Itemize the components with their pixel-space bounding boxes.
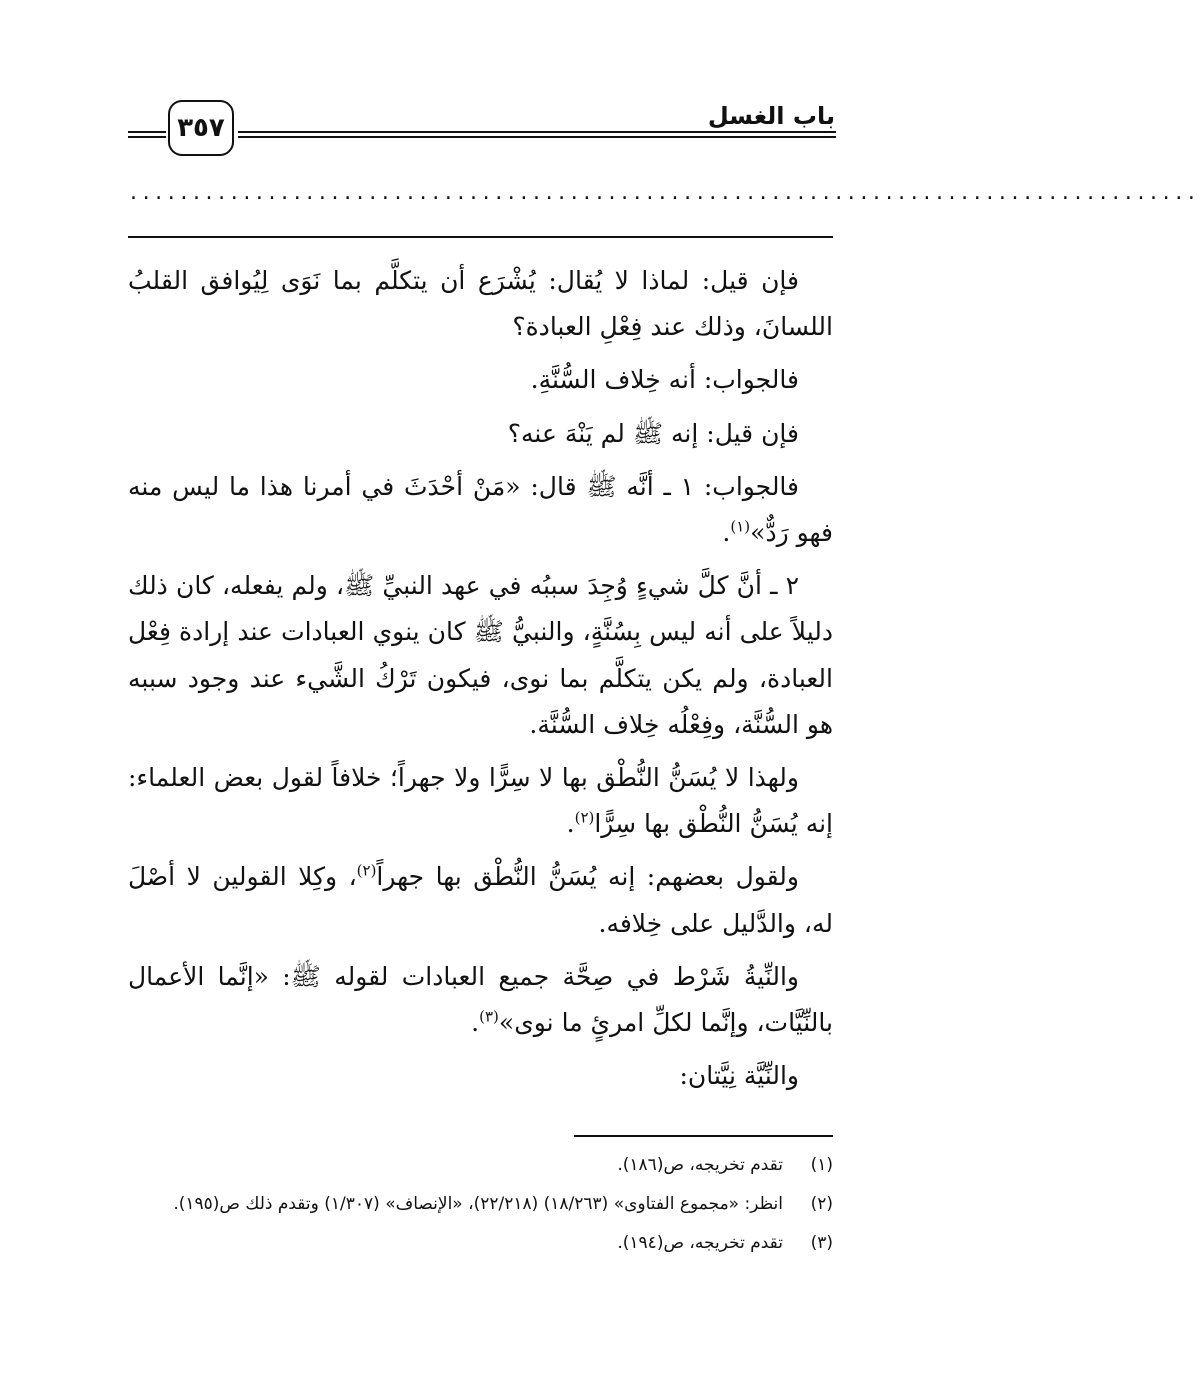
footnote-text: تقدم تخريجه، ص(١٨٦). <box>617 1155 783 1175</box>
paragraph-8: والنِّيةُ شَرْط في صِحَّة جميع العبادات لقوله ﷺ: «إنَّما الأعمال بالنِّيَّات، وإنَّما لكلِّ امرئٍ ما نوى»$^{(٣)}$. <box>128 961 833 1038</box>
footnote-2 <box>128 1189 833 1219</box>
footnote-number: (١) <box>810 1155 833 1175</box>
footnote-1 <box>128 1150 833 1180</box>
running-head: باب الغسل <box>707 102 835 130</box>
paragraph-9: والنِّيَّة نِيَّتان: <box>679 1061 799 1091</box>
page-number: ٣٥٧ <box>177 113 225 143</box>
paragraph-5: ٢ ـ أنَّ كلَّ شيءٍ وُجِدَ سببُه في عهد النبيِّ ﷺ، ولم يفعله، كان ذلك دليلاً على أنه ليس بِسُنَّةٍ، والنبيُّ ﷺ كان ينوي العبادات عند إرادة فِعْل العبادة، ولم يكن يتكلَّم بما نوى، فيكون تَرْكُ الشَّيء عند وجود سببه هو السُّنَّة، وفِعْلُه خِلاف السُّنَّة. <box>128 571 833 739</box>
header-rule-left <box>128 131 166 133</box>
footnote-ref-3[interactable]: (٣) <box>479 1007 499 1026</box>
footnote-number: (٢) <box>810 1194 833 1214</box>
paragraph-2: فالجواب: أنه خِلاف السُّنَّةِ. <box>530 365 799 395</box>
footnote-divider <box>574 1135 833 1137</box>
main-text <box>128 258 833 1099</box>
footnote-ref-2b[interactable]: (٢) <box>356 862 377 881</box>
page-number-badge <box>168 100 234 156</box>
paragraph-7: ولقول بعضهم: إنه يُسَنُّ النُّطْق بها جهراً$^{(٢)}$، وكِلا القولين لا أصْلَ له، والدَّليل على خِلافه. <box>128 862 833 938</box>
footnote-3 <box>128 1228 833 1258</box>
paragraph-6: ولهذا لا يُسَنُّ النُّطْق بها لا سِرًّا ولا جهراً؛ خلافاً لقول بعض العلماء: إنه يُسَنُّ النُّطْق بها سِرًّا$^{(٢)}$. <box>128 763 833 839</box>
footnote-ref-2[interactable]: (٢) <box>574 808 595 827</box>
footnotes <box>128 1150 833 1267</box>
footnote-text: انظر: «مجموع الفتاوى» (١٨/٢٦٣) (٢٢/٢١٨)، «الإنصاف» (١/٣٠٧) وتقدم ذلك ص(١٩٥). <box>173 1194 783 1214</box>
top-divider <box>128 236 833 238</box>
footnote-text: تقدم تخريجه، ص(١٩٤). <box>617 1233 783 1253</box>
footnote-number: (٣) <box>810 1233 833 1253</box>
paragraph-1: فإن قيل: لماذا لا يُقال: يُشْرَع أن يتكلَّم بما نَوَى لِيُوافق القلبُ اللسانَ، وذلك عند فِعْلِ العبادة؟ <box>128 266 833 342</box>
paragraph-3: فإن قيل: إنه ﷺ لم يَنْهَ عنه؟ <box>507 418 799 448</box>
header-rule-right <box>238 131 836 133</box>
footnote-ref-1[interactable]: (١) <box>730 517 751 536</box>
paragraph-4: فالجواب: ١ ـ أنَّه ﷺ قال: «مَنْ أحْدَثَ في أمرنا هذا ما ليس منه فهو رَدٌّ»$^{(١)}$. <box>128 471 833 548</box>
dot-leader: ..................................................................................... <box>130 180 1200 205</box>
